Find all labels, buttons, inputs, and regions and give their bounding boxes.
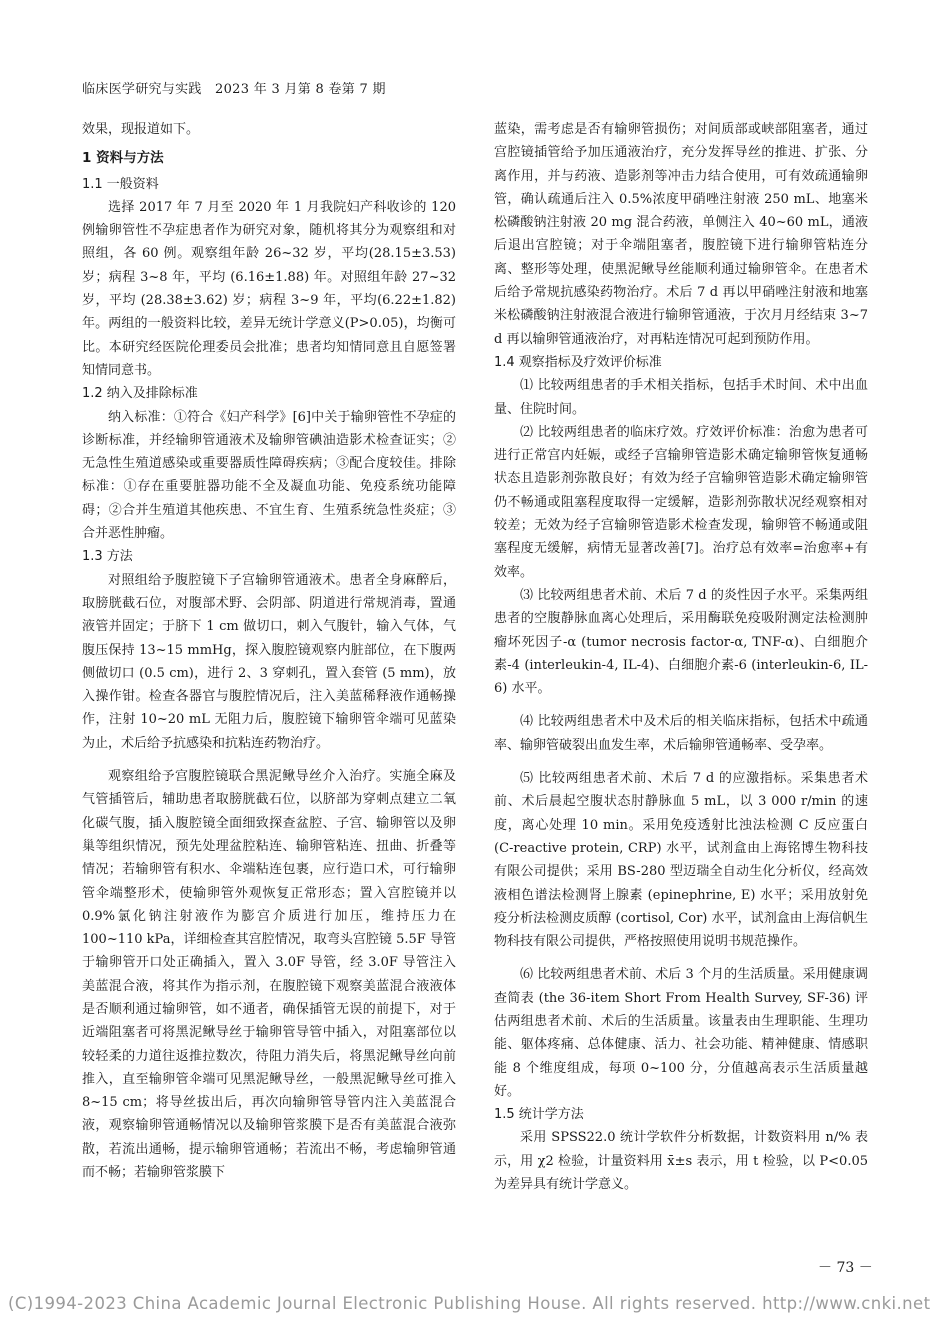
method-continuation-paragraph: 蓝染，需考虑是否有输卵管损伤；对间质部或峡部阻塞者，通过宫腔镜插管给予加压通液治疗，充分发挥导丝的推进、扩张、分离作用，并与药液、造影剂等冲击力结合使用，可有效疏通输卵管，确认疏通后注入 0.5%浓度甲硝唑注射液 250 mL、地塞米松磷酸钠注射液 20 mg 混合药液，单侧注入 40~60 mL，通液后退出宫腔镜；对于伞端阻塞者，腹腔镜下进行输卵管粘连分离、整形等处理，使黑泥鳅导丝能顺利通过输卵管伞。在患者术后给予常规抗感染药物治疗。术后 7 d 再以甲硝唑注射液和地塞米松磷酸钠注射液混合液进行输卵管通液，于次月月经结束 3~7 d 再以输卵管通液治疗，对再粘连情况可起到预防作用。 [494, 122, 868, 347]
control-method-paragraph: 对照组给予腹腔镜下子宫输卵管通液术。患者全身麻醉后，取膀胱截石位，对腹部术野、会阴部、阴道进行常规消毒，置通液管并固定；于脐下 1 cm 做切口，刺入气腹针，输入气体，气腹压保持 13~15 mmHg，探入腹腔镜观察内脏部位，在下腹两侧做切口 (0.5 cm)，进行 2、3 穿刺孔，置入套管 (5 mm)，放入操作钳。检查各器官与腹腔情况后，注入美蓝稀释液作通畅操作，注射 10~20 mL 无阻力后，腹腔镜下输卵管伞端可见蓝染为止，术后给予抗感染和抗粘连药物治疗。 [82, 572, 456, 751]
right-column [494, 118, 868, 1196]
running-header: 临床医学研究与实践 2023 年 3 月第 8 卷第 7 期 [82, 82, 386, 97]
subsection-1-3-heading: 1.3 方法 [82, 549, 133, 565]
observation-method-paragraph: 观察组给予宫腹腔镜联合黑泥鳅导丝介入治疗。实施全麻及气管插管后，辅助患者取膀胱截石位，以脐部为穿刺点建立二氧化碳气腹，插入腹腔镜全面细致探查盆腔、子宫、输卵管以及卵巢等组织情况，预先处理盆腔粘连、输卵管粘连、扭曲、折叠等情况；若输卵管有积水、伞端粘连包裹，应行造口术，可行输卵管伞端整形术，使输卵管外观恢复正常形态；置入宫腔镜并以 0.9%氯化钠注射液作为膨宫介质进行加压，维持压力在 100~110 kPa，详细检查其宫腔情况，取弯头宫腔镜 5.5F 导管于输卵管开口处正确插入，置入 3.0F 导管，经 3.0F 导管注入美蓝混合液，将其作为指示剂，在腹腔镜下观察美蓝混合液液体是否顺利通过输卵管，如不通者，确保插管无误的前提下，对于近端阻塞者可将黑泥鳅导丝于输卵管导管中插入，对阻塞部位以较轻柔的力道往返推拉数次，待阻力消失后，将黑泥鳅导丝向前推入，直至输卵管伞端可见黑泥鳅导丝，一般黑泥鳅导丝可推入 8~15 cm；将导丝拔出后，再次向输卵管导管内注入美蓝混合液，观察输卵管通畅情况以及输卵管浆膜下是否有美蓝混合液弥散，若流出通畅，提示输卵管通畅；若流出不畅，考虑输卵管通而不畅；若输卵管浆膜下 [82, 769, 456, 1181]
indicator-item-5: ⑸ 比较两组患者术前、术后 7 d 的应激指标。采集患者术前、术后晨起空腹状态肘静脉血 5 mL，以 3 000 r/min 的速度，离心处理 10 min。采用免疫透射比浊法检测 C 反应蛋白 (C-reactive protein, CRP) 水平，试剂盒由上海铭博生物科技有限公司提供；采用 BS-280 型迈瑞全自动生化分析仪，经高效液相色谱法检测肾上腺素 (epinephrine, E) 水平；采用放射免疫分析法检测皮质醇 (cortisol, Cor) 水平，试剂盒由上海信帆生物科技有限公司提供，严格按照使用说明书规范操作。 [494, 771, 868, 950]
intro-tail-paragraph: 效果，现报道如下。 [82, 122, 200, 137]
indicator-item-4: ⑷ 比较两组患者术中及术后的相关临床指标，包括术中疏通率、输卵管破裂出血发生率，术后输卵管通畅率、受孕率。 [494, 714, 868, 753]
copyright-line: (C)1994-2023 China Academic Journal Electronic Publishing House. All rights reserved. http://www.cnki.net [8, 1294, 931, 1313]
general-data-paragraph: 选择 2017 年 7 月至 2020 年 1 月我院妇产科收诊的 120 例输卵管性不孕症患者作为研究对象，随机将其分为观察组和对照组，各 60 例。观察组年龄 26~32 岁，平均(28.15±3.53) 岁；病程 3~8 年，平均 (6.16±1.88) 年。对照组年龄 27~32 岁，平均 (28.38±3.62) 岁；病程 3~9 年，平均(6.22±1.82) 年。两组的一般资料比较，差异无统计学意义(P>0.05)，均衡可比。本研究经医院伦理委员会批准；患者均知情同意且自愿签署知情同意书。 [82, 199, 456, 378]
subsection-1-4-heading: 1.4 观察指标及疗效评价标准 [494, 354, 662, 370]
page-number: － 73 － [818, 1260, 873, 1276]
statistics-paragraph: 采用 SPSS22.0 统计学软件分析数据，计数资料用 n/% 表示，用 χ2 检验，计量资料用 x̄±s 表示，用 t 检验，以 P<0.05 为差异具有统计学意义。 [494, 1130, 868, 1193]
indicator-item-6: ⑹ 比较两组患者术前、术后 3 个月的生活质量。采用健康调查简表 (the 36-item Short From Health Survey, SF-36) 评估两组患者术前、术后的生活质量。该量表由生理职能、生理功能、躯体疼痛、总体健康、活力、社会功能、精神健康、情感职能 8 个维度组成，每项 0~100 分，分值越高表示生活质量越好。 [494, 967, 868, 1099]
indicator-item-3: ⑶ 比较两组患者术前、术后 7 d 的炎性因子水平。采集两组患者的空腹静脉血离心处理后，采用酶联免疫吸附测定法检测肿瘤坏死因子-α (tumor necrosis factor-α, TNF-α)、白细胞介素-4 (interleukin-4, IL-4)、白细胞介素-6 (interleukin-6, IL-6) 水平。 [494, 587, 868, 697]
indicator-item-1: ⑴ 比较两组患者的手术相关指标，包括手术时间、术中出血量、住院时间。 [494, 378, 868, 417]
section-1-heading: 1 资料与方法 [82, 150, 164, 167]
subsection-1-1-heading: 1.1 一般资料 [82, 176, 159, 192]
left-column [82, 118, 456, 1184]
subsection-1-5-heading: 1.5 统计学方法 [494, 1107, 584, 1123]
indicator-item-2: ⑵ 比较两组患者的临床疗效。疗效评价标准：治愈为患者可进行正常宫内妊娠，或经子宫输卵管造影术确定输卵管恢复通畅状态且造影剂弥散良好；有效为经子宫输卵管造影术确定输卵管仍不畅通或阻塞程度取得一定缓解，造影剂弥散状况经观察相对较差；无效为经子宫输卵管造影术检查发现，输卵管不畅通或阻塞程度无缓解，病情无显著改善[7]。治疗总有效率=治愈率+有效率。 [494, 424, 868, 580]
criteria-paragraph: 纳入标准：①符合《妇产科学》[6]中关于输卵管性不孕症的诊断标准，并经输卵管通液术及输卵管碘油造影术检查证实；②无急性生殖道感染或重要器质性障碍疾病；③配合度较佳。排除标准：①存在重要脏器功能不全及凝血功能、免疫系统功能障碍；②合并生殖道其他疾患、不宜生育、生殖系统急性炎症；③合并恶性肿瘤。 [82, 409, 456, 542]
subsection-1-2-heading: 1.2 纳入及排除标准 [82, 386, 198, 402]
